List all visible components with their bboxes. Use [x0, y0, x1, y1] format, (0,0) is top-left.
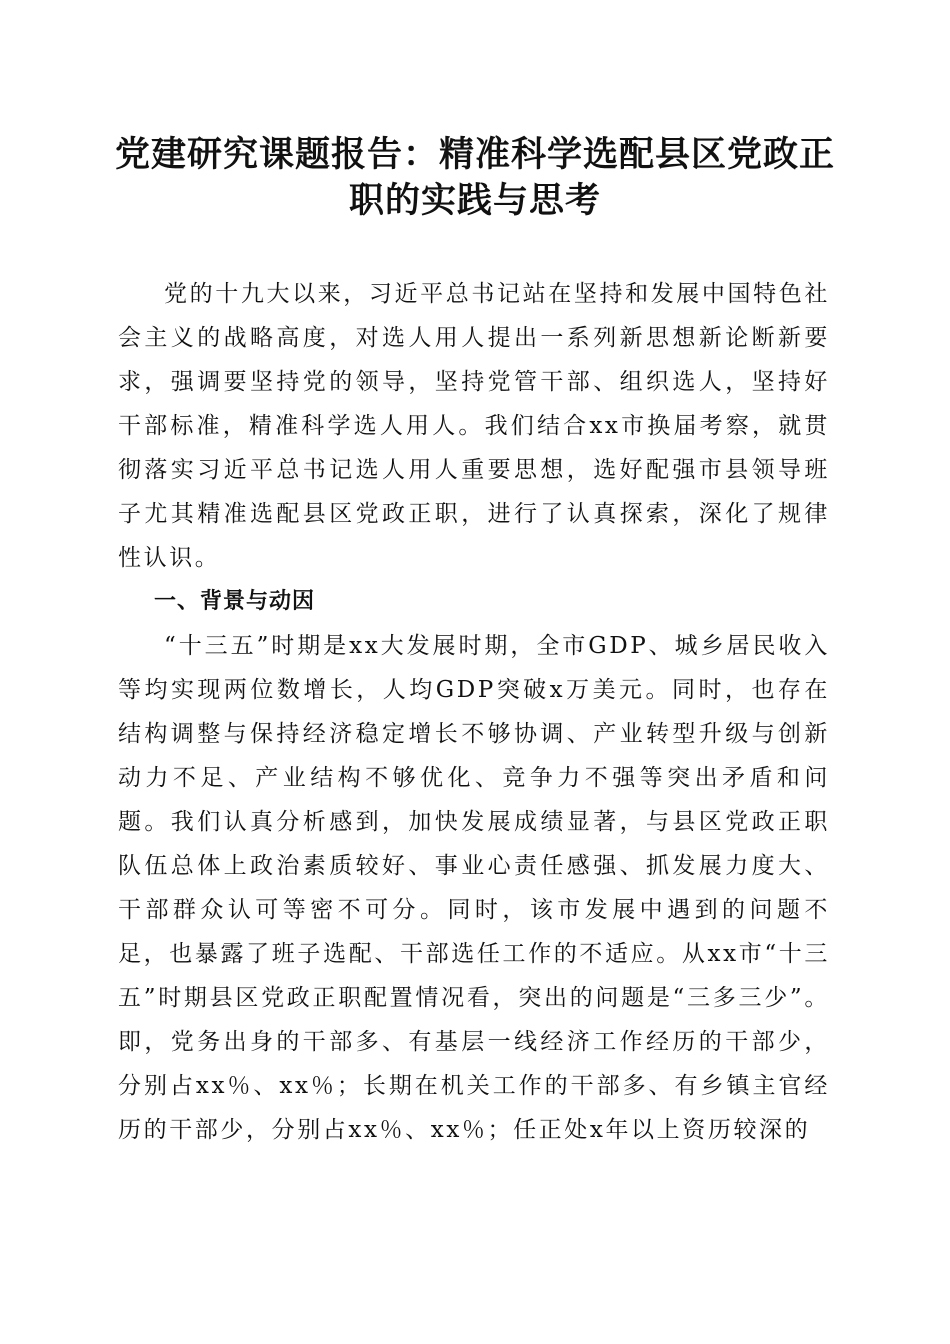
section-paragraph: “十三五”时期是xx大发展时期，全市GDP、城乡居民收入等均实现两位数增长，人均GDP突破x万美元。同时，也存在结构调整与保持经济稳定增长不够协调、产业转型升级与创新动力不足、产业结构不够优化、竞争力不强等突出矛盾和问题。我们认真分析感到，加快发展成绩显著，与县区党政正职队伍总体上政治素质较好、事业心责任感强、抓发展力度大、干部群众认可等密不可分。同时，该市发展中遇到的问题不足，也暴露了班子选配、干部选任工作的不适应。从xx市“十三五”时期县区党政正职配置情况看，突出的问题是“三多三少”。即，党务出身的干部多、有基层一线经济工作经历的干部少，分别占xx％、xx％；长期在机关工作的干部多、有乡镇主官经历的干部少，分别占xx％、xx％；任正处x年以上资历较深的	[118, 633, 830, 1143]
title-line-1: 党建研究课题报告：精准科学选配县区党政正	[114, 134, 835, 175]
document-body	[118, 272, 830, 1152]
title-line-2: 职的实践与思考	[348, 180, 601, 221]
section-heading-background: 一、背景与动因	[154, 589, 316, 614]
intro-paragraph: 党的十九大以来，习近平总书记站在坚持和发展中国特色社会主义的战略高度，对选人用人提出一系列新思想新论断新要求，强调要坚持党的领导，坚持党管干部、组织选人，坚持好干部标准，精准科学选人用人。我们结合xx市换届考察，就贯彻落实习近平总书记选人用人重要思想，选好配强市县领导班子尤其精准选配县区党政正职，进行了认真探索，深化了规律性认识。	[118, 281, 830, 571]
document-title	[100, 132, 850, 224]
